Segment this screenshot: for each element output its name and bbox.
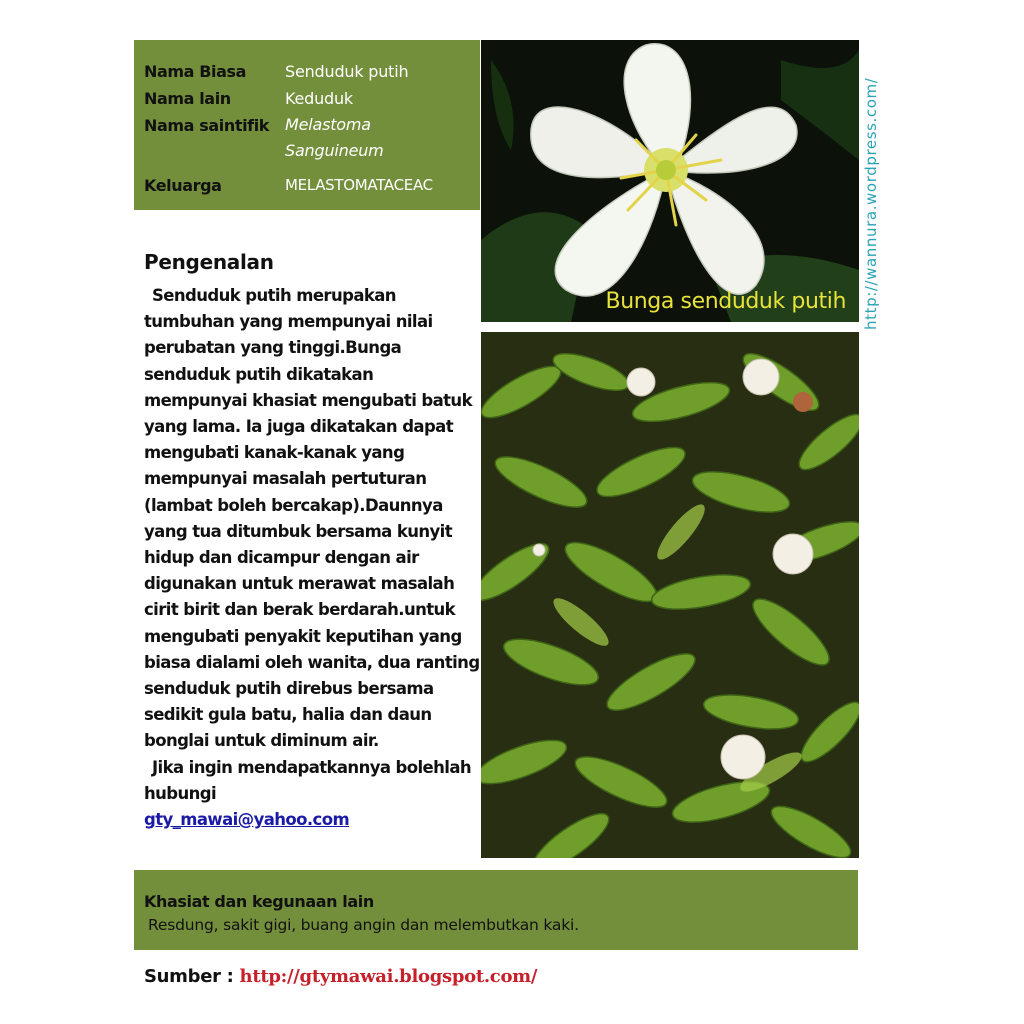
other-name-label: Nama lain [144, 89, 231, 108]
white-flower-illustration [481, 40, 859, 322]
other-name-row [144, 85, 480, 112]
scientific-name-label: Nama saintifik [144, 116, 270, 135]
flower-caption: Bunga senduduk putih [605, 289, 846, 314]
source-line [144, 966, 537, 987]
source-url-link[interactable]: http://gtymawai.blogspot.com/ [239, 966, 538, 987]
side-website-url[interactable]: http://wannura.wordpress.com/ [862, 77, 880, 330]
other-uses-text: Resdung, sakit gigi, buang angin dan melembutkan kaki. [148, 916, 579, 934]
family-label: Keluarga [144, 176, 222, 195]
other-uses-title: Khasiat dan kegunaan lain [144, 892, 374, 911]
shrub-illustration [481, 332, 859, 858]
source-label: Sumber : [144, 966, 234, 987]
scientific-name-line1: Melastoma [285, 115, 371, 134]
scientific-name-row [144, 112, 480, 164]
scientific-name-line2: Sanguineum [285, 141, 384, 160]
intro-heading: Pengenalan [144, 250, 274, 274]
senduduk-shrub-photo [481, 332, 859, 858]
intro-body [144, 283, 480, 833]
common-name-row [144, 58, 480, 85]
intro-paragraph-1: Senduduk putih merupakan tumbuhan yang mempunyai nilai perubatan yang tinggi.Bunga senduduk putih dikatakan mempunyai khasiat mengubati batuk yang lama. Ia juga dikatakan dapat mengubati kanak-kanak yang mempunyai masalah pertuturan (lambat boleh bercakap).Daunnya yang tua ditumbuk bersama kunyit hidup dan dicampur dengan air digunakan untuk merawat masalah cirit birit dan berak berdarah.untuk mengubati penyakit keputihan yang biasa dialami oleh wanita, dua ranting senduduk putih direbus bersama sedikit gula batu, halia dan daun bonglai untuk diminum air. [144, 286, 480, 751]
common-name-label: Nama Biasa [144, 62, 247, 81]
other-name-value: Keduduk [285, 89, 353, 108]
contact-email-link[interactable]: gty_mawai@yahoo.com [144, 810, 350, 830]
intro-paragraph-2: Jika ingin mendapatkannya bolehlah hubungi [144, 757, 472, 803]
family-row [144, 172, 480, 199]
plant-info-panel [134, 40, 480, 210]
white-flower-photo [481, 40, 859, 322]
family-value: MELASTOMATACEAC [285, 176, 433, 194]
common-name-value: Senduduk putih [285, 62, 409, 81]
scientific-name-value [285, 112, 384, 164]
other-uses-panel [134, 870, 858, 950]
